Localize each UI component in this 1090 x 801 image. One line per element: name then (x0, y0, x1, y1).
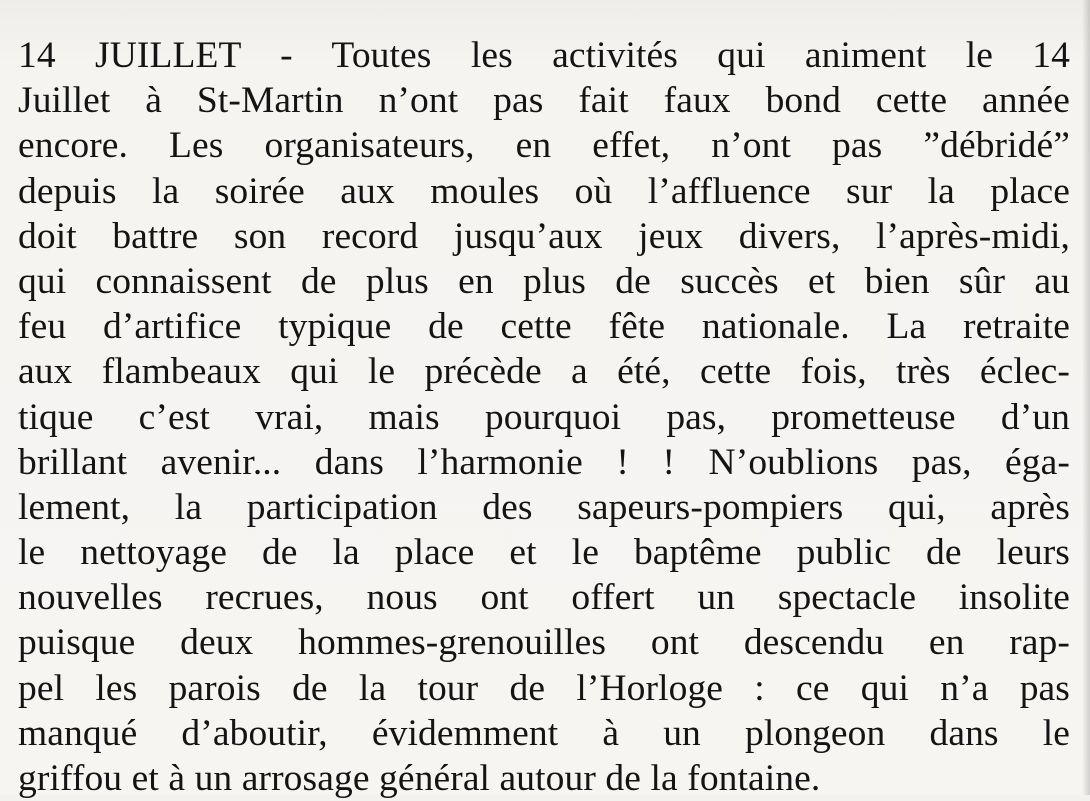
article-paragraph (18, 33, 1070, 801)
article-line: aux flambeaux qui le précède a été, cette fois, très éclec- (18, 351, 1070, 393)
article-line: manqué d’aboutir, évidemment à un plongeon dans le (18, 712, 1070, 754)
article-line: Juillet à St-Martin n’ont pas fait faux bond cette année (18, 80, 1070, 122)
article-line-last: griffou et à un arrosage général autour de la fontaine. (18, 758, 821, 799)
article-line: brillant avenir... dans l’harmonie ! ! N’oublions pas, éga- (18, 441, 1070, 483)
article-line: pel les parois de la tour de l’Horloge : ce qui n’a pas (18, 667, 1070, 709)
article-line: nouvelles recrues, nous ont offert un spectacle insolite (18, 577, 1070, 619)
article-line: tique c’est vrai, mais pourquoi pas, prometteuse d’un (18, 396, 1070, 438)
article-line: puisque deux hommes-grenouilles ont descendu en rap- (18, 622, 1070, 664)
cropped-heading-remnant (290, 0, 850, 12)
article-line: doit battre son record jusqu’aux jeux divers, l’après-midi, (18, 215, 1070, 257)
article-line: qui connaissent de plus en plus de succès et bien sûr au (18, 260, 1070, 302)
article-line: feu d’artifice typique de cette fête nationale. La retraite (18, 306, 1070, 348)
article-line: le nettoyage de la place et le baptême public de leurs (18, 532, 1070, 574)
article-line: 14 JUILLET - Toutes les activités qui animent le 14 (18, 35, 1070, 76)
article-line: depuis la soirée aux moules où l’affluence sur la place (18, 170, 1070, 212)
page-edge-shadow (1082, 0, 1090, 795)
article-line: lement, la participation des sapeurs-pompiers qui, après (18, 486, 1070, 528)
article-line: encore. Les organisateurs, en effet, n’ont pas ”débridé” (18, 125, 1070, 167)
